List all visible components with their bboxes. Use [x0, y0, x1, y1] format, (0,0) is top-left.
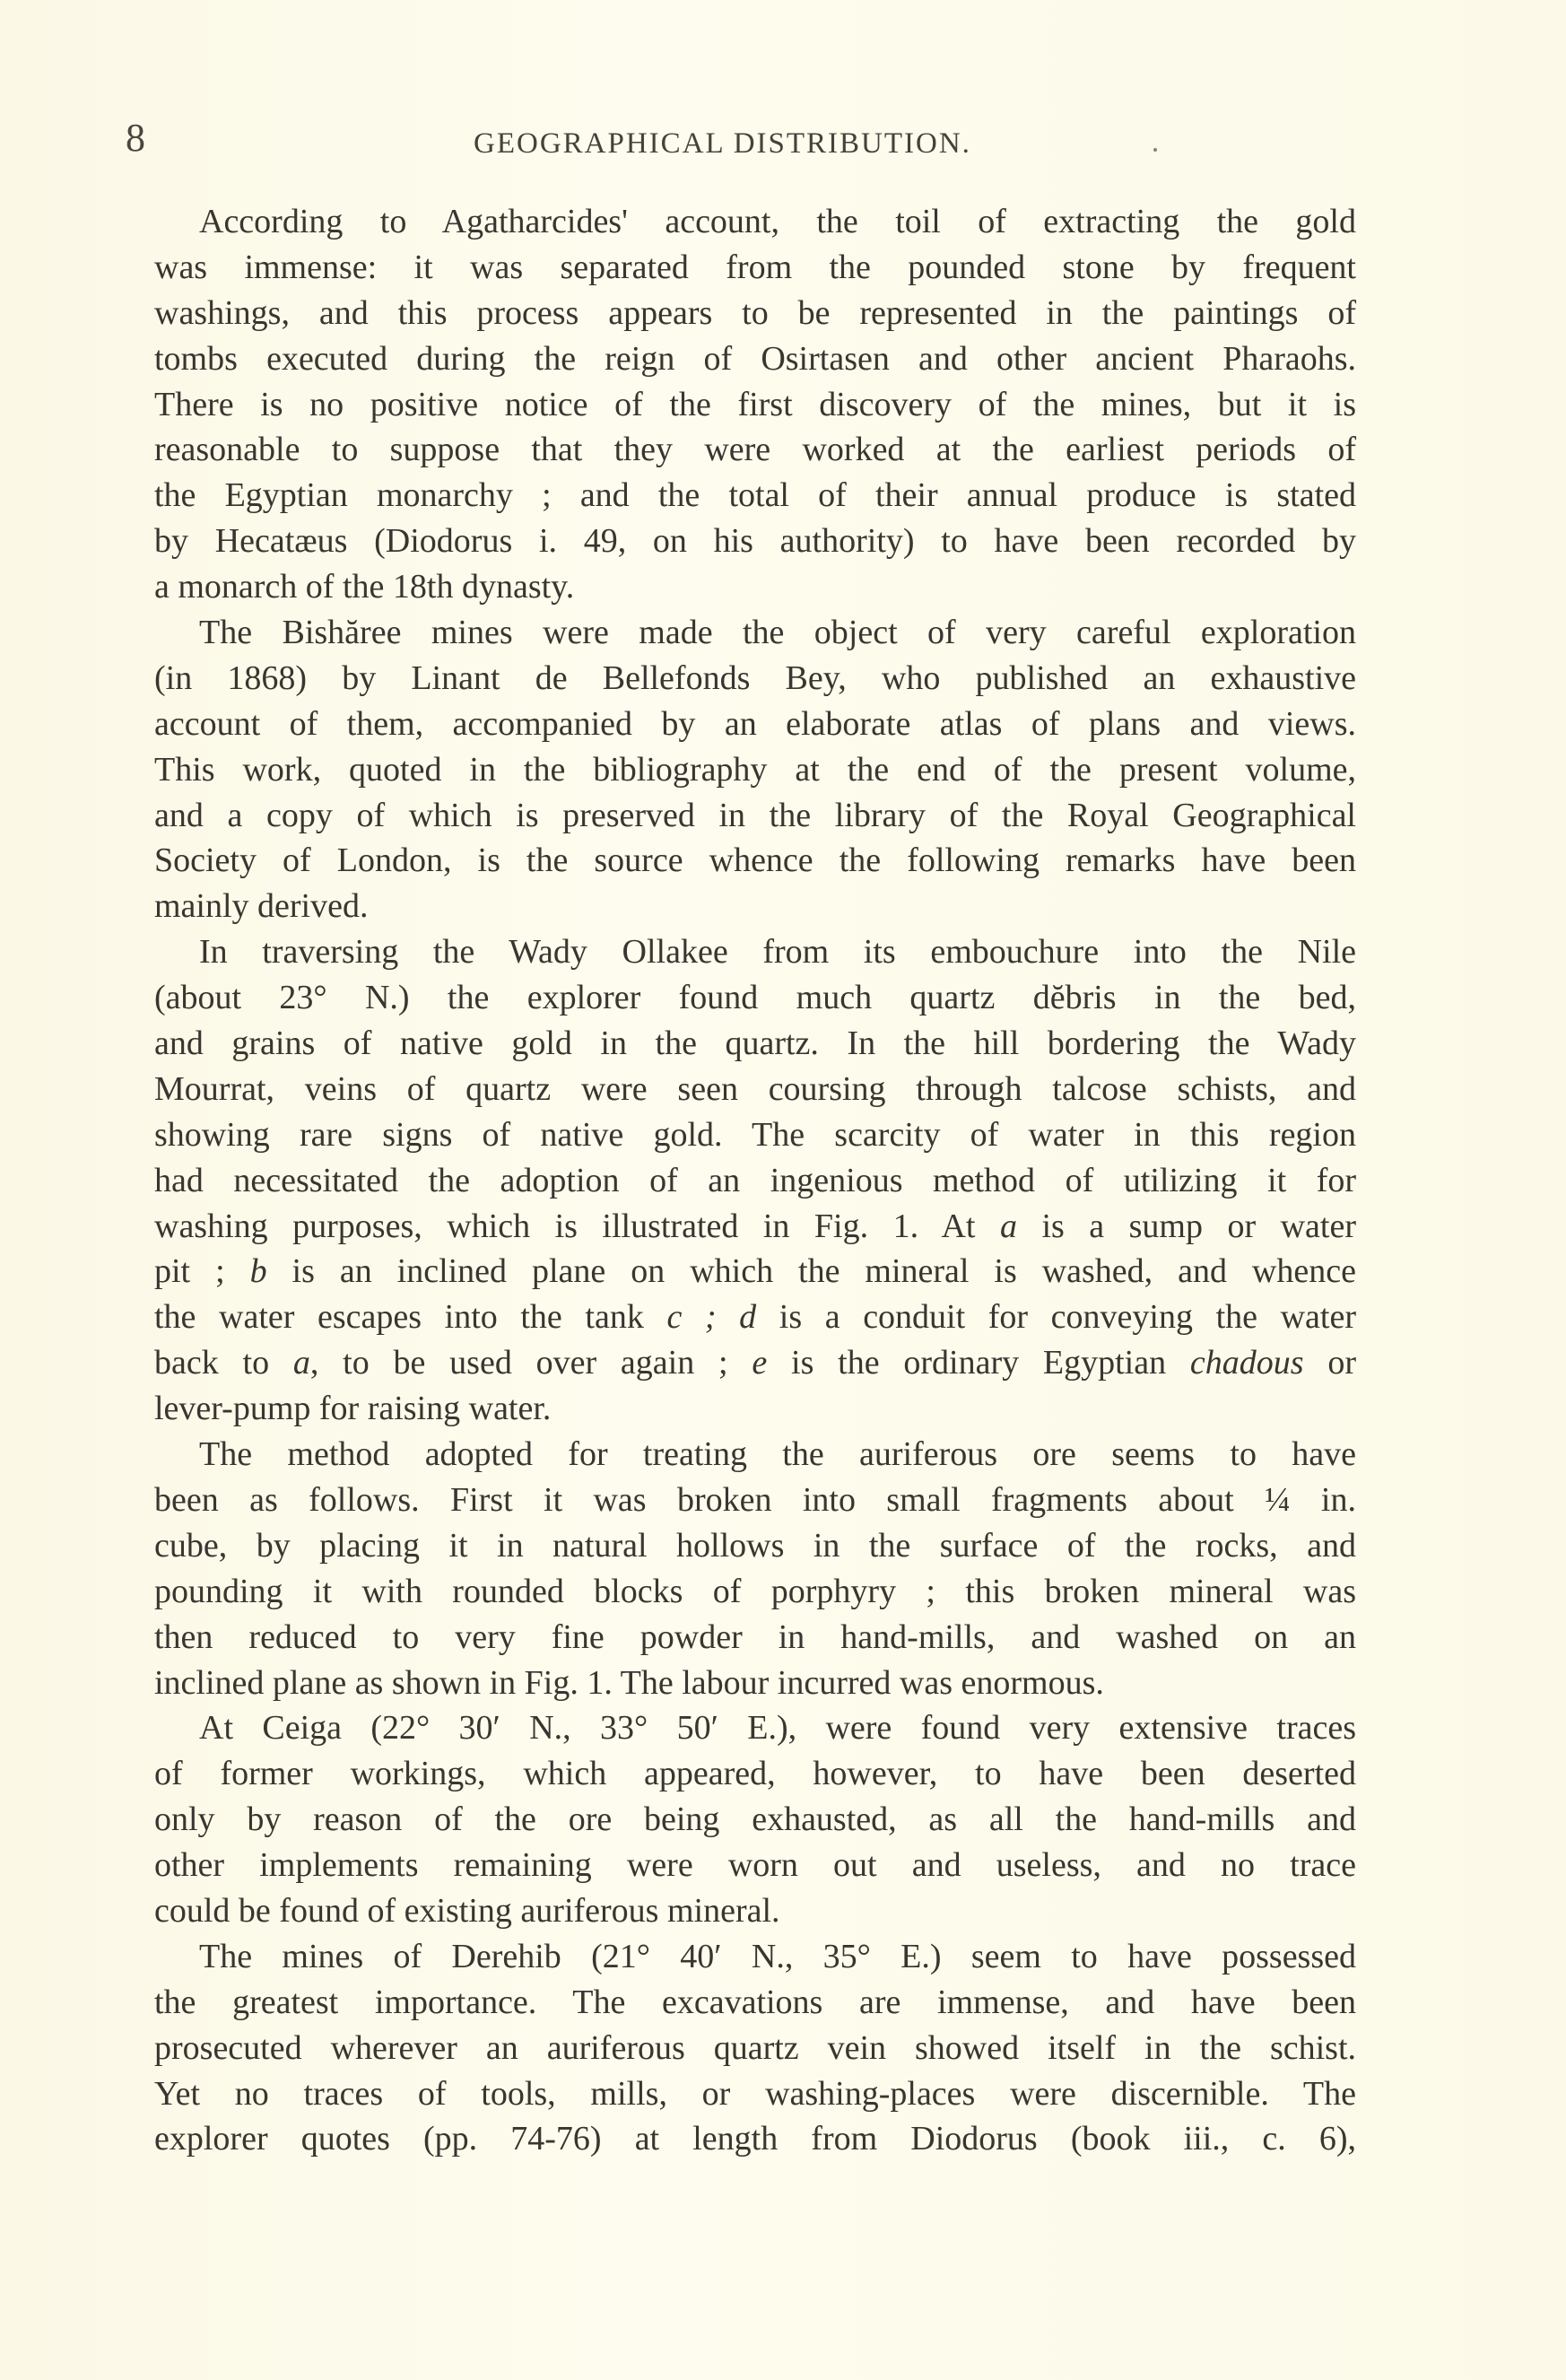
text-line: This work, quoted in the bibliography at the end of the present volume,: [154, 750, 1356, 789]
paragraph: [154, 929, 1356, 1432]
text-line: pounding it with rounded blocks of porphyry ; this broken mineral was: [154, 1572, 1356, 1610]
text-line: Society of London, is the source whence the following remarks have been: [154, 841, 1356, 880]
text-line: the Egyptian monarchy ; and the total of their annual produce is stated: [154, 476, 1356, 515]
paragraph: [154, 199, 1356, 610]
text-line: The method adopted for treating the auriferous ore seems to have: [199, 1435, 1356, 1474]
text-line: pit ; b is an inclined plane on which the mineral is washed, and whence: [154, 1252, 1356, 1291]
text-line: Yet no traces of tools, mills, or washing-places were discernible. The: [154, 2074, 1356, 2113]
italic-term: chadous: [1189, 1344, 1304, 1382]
text-line: then reduced to very fine powder in hand-mills, and washed on an: [154, 1617, 1356, 1656]
text-line: Mourrat, veins of quartz were seen coursing through talcose schists, and: [154, 1069, 1356, 1108]
text-line: by Hecatæus (Diodorus i. 49, on his authority) to have been recorded by: [154, 522, 1356, 561]
text-line: the water escapes into the tank c ; d is a conduit for conveying the water: [154, 1298, 1356, 1337]
text-line: explorer quotes (pp. 74-76) at length from Diodorus (book iii., c. 6),: [154, 2120, 1356, 2158]
text-line: only by reason of the ore being exhausted, as all the hand-mills and: [154, 1800, 1356, 1839]
text-line: cube, by placing it in natural hollows in the surface of the rocks, and: [154, 1526, 1356, 1565]
text-line: washing purposes, which is illustrated in Fig. 1. At a is a sump or water: [154, 1207, 1357, 1245]
text-line: According to Agatharcides' account, the toil of extracting the gold: [199, 203, 1356, 240]
text-line: other implements remaining were worn out and useless, and no trace: [154, 1846, 1356, 1885]
text-line: back to a, to be used over again ; e is the ordinary Egyptian chadous or: [154, 1344, 1356, 1382]
paragraph: [154, 1432, 1356, 1705]
text-line: lever-pump for raising water.: [154, 1390, 552, 1428]
text-line: The Bishăree mines were made the object of very careful exploration: [199, 614, 1356, 652]
paper-speck: [1153, 148, 1157, 152]
text-line: showing rare signs of native gold. The scarcity of water in this region: [154, 1115, 1356, 1154]
italic-term: e: [752, 1344, 768, 1382]
body-text: [154, 199, 1356, 2162]
text-line: of former workings, which appeared, however, to have been deserted: [154, 1755, 1356, 1793]
text-line: been as follows. First it was broken into small fragments about ¼ in.: [154, 1480, 1356, 1519]
text-line: inclined plane as shown in Fig. 1. The labour incurred was enormous.: [154, 1663, 1104, 1702]
italic-term: a: [292, 1344, 310, 1382]
text-line: tombs executed during the reign of Osirtasen and other ancient Pharaohs.: [154, 339, 1356, 378]
text-line: In traversing the Wady Ollakee from its embouchure into the Nile: [199, 933, 1356, 972]
text-line: and grains of native gold in the quartz. In the hill bordering the Wady: [154, 1024, 1356, 1063]
text-line: washings, and this process appears to be represented in the paintings of: [154, 293, 1356, 332]
text-line: (about 23° N.) the explorer found much quartz dĕbris in the bed,: [154, 979, 1356, 1017]
text-line: a monarch of the 18th dynasty.: [154, 568, 575, 606]
text-line: The mines of Derehib (21° 40′ N., 35° E.) seem to have possessed: [199, 1937, 1356, 1975]
text-line: (in 1868) by Linant de Bellefonds Bey, who published an exhaustive: [154, 658, 1356, 697]
text-line: account of them, accompanied by an elaborate atlas of plans and views.: [154, 704, 1356, 743]
text-line: the greatest importance. The excavations are immense, and have been: [154, 1983, 1356, 2021]
text-line: prosecuted wherever an auriferous quartz vein showed itself in the schist.: [154, 2028, 1356, 2067]
text-line: could be found of existing auriferous mineral.: [154, 1891, 780, 1930]
running-head: GEOGRAPHICAL DISTRIBUTION.: [474, 127, 971, 160]
text-line: There is no positive notice of the first discovery of the mines, but it is: [154, 385, 1356, 423]
italic-term: b: [249, 1252, 267, 1291]
text-line: At Ceiga (22° 30′ N., 33° 50′ E.), were found very extensive traces: [199, 1709, 1356, 1748]
text-line: and a copy of which is preserved in the library of the Royal Geographical: [154, 796, 1356, 834]
paragraph: [154, 1934, 1356, 2162]
italic-term: a: [999, 1207, 1017, 1245]
text-line: was immense: it was separated from the pounded stone by frequent: [154, 248, 1356, 286]
text-line: reasonable to suppose that they were worked at the earliest periods of: [154, 431, 1356, 469]
page-number: 8: [126, 116, 145, 160]
italic-term: c ; d: [666, 1298, 757, 1337]
paragraph: [154, 610, 1356, 929]
text-line: had necessitated the adoption of an ingenious method of utilizing it for: [154, 1161, 1356, 1199]
paragraph: [154, 1705, 1356, 1933]
text-line: mainly derived.: [154, 887, 369, 926]
